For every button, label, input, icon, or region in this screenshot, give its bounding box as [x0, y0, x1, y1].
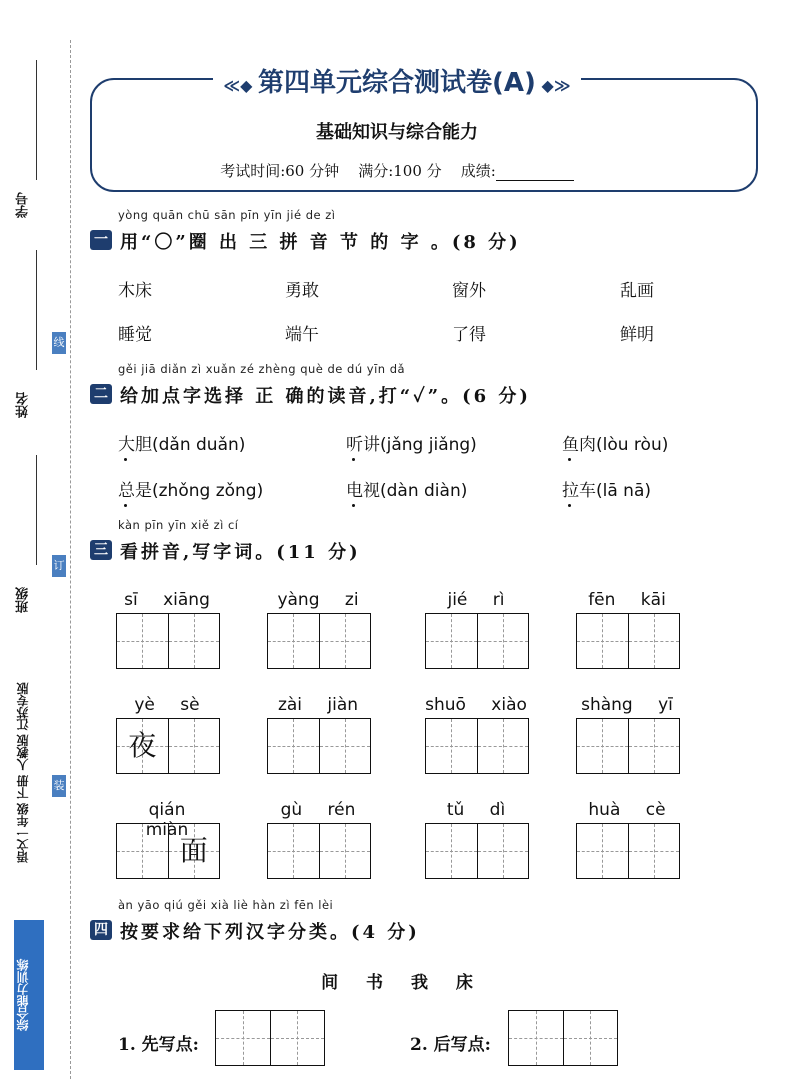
grid-cell[interactable]: [628, 614, 680, 668]
answer-grid-2[interactable]: [508, 1010, 618, 1066]
grid-cell[interactable]: [319, 824, 371, 878]
answer-grid-1[interactable]: [215, 1010, 325, 1066]
writing-grid[interactable]: [116, 823, 220, 879]
section4-pinyin: àn yāo qiú gěi xià liè hàn zì fēn lèi: [118, 898, 334, 912]
brand-logo: 综合能力训练: [14, 920, 44, 1070]
section1-number: 一: [90, 230, 112, 250]
reading-options[interactable]: (dàn diàn): [380, 481, 468, 501]
word-item[interactable]: 乱画: [620, 281, 654, 301]
time-label: 考试时间:60 分钟: [220, 162, 340, 180]
reading-options[interactable]: (lòu ròu): [596, 435, 669, 455]
grid-pinyin: jié rì: [447, 590, 505, 610]
grid-cell[interactable]: [216, 1011, 270, 1065]
grid-cell[interactable]: [509, 1011, 563, 1065]
grid-cell[interactable]: [117, 614, 168, 668]
writing-grid[interactable]: [576, 823, 680, 879]
binding-badge: 装: [52, 775, 66, 797]
word-item[interactable]: 窗外: [452, 281, 486, 301]
class-label: 班级: [16, 587, 31, 613]
writing-grid[interactable]: [267, 823, 371, 879]
grid-cell[interactable]: [563, 1011, 618, 1065]
writing-grid[interactable]: [425, 718, 529, 774]
section4-heading: 按要求给下列汉字分类。(4 分): [120, 922, 420, 943]
grid-cell[interactable]: [477, 719, 529, 773]
binding-line: [70, 40, 71, 1079]
writing-grid[interactable]: [116, 613, 220, 669]
result-label: 成绩:: [460, 162, 496, 180]
writing-grid[interactable]: [267, 613, 371, 669]
name-label: 姓名: [16, 392, 31, 418]
word-item[interactable]: 睡觉: [118, 325, 152, 345]
classify-chars: 间 书 我 床: [321, 973, 473, 993]
section1-pinyin: yòng quān chū sān pīn yīn jié de zì: [118, 208, 336, 222]
section2-number: 二: [90, 384, 112, 404]
class-line: [36, 455, 37, 565]
grid-cell[interactable]: [117, 824, 168, 878]
ornament-right-icon: ◆≫: [535, 76, 571, 95]
reading-word: 拉车: [562, 481, 596, 501]
grid-cell[interactable]: [477, 614, 529, 668]
grid-pinyin: sī xiāng: [124, 590, 210, 610]
reading-item: [562, 476, 651, 501]
score-label: 满分:100 分: [358, 162, 442, 180]
reading-options[interactable]: (jǎng jiǎng): [380, 435, 477, 455]
grid-cell[interactable]: [168, 719, 220, 773]
grid-pinyin: fēn kāi: [588, 590, 666, 610]
grid-pinyin: yè sè: [134, 695, 200, 715]
reading-options[interactable]: (lā nā): [596, 481, 652, 501]
grid-cell[interactable]: [268, 824, 319, 878]
reading-options[interactable]: (dǎn duǎn): [152, 435, 246, 455]
exam-title: ≪◆ 第四单元综合测试卷(A) ◆≫: [213, 62, 580, 99]
reading-word: 电视: [346, 481, 380, 501]
result-blank[interactable]: [496, 166, 574, 181]
reading-options[interactable]: (zhǒng zǒng): [152, 481, 264, 501]
grid-pinyin: zài jiàn: [277, 695, 359, 715]
reading-item: [346, 476, 467, 501]
student-id-label: 学号: [16, 192, 31, 218]
word-item[interactable]: 勇敢: [285, 281, 319, 301]
binding-badge: 线: [52, 332, 66, 354]
section3-number: 三: [90, 540, 112, 560]
grid-pinyin: gù rén: [280, 800, 356, 820]
grid-cell[interactable]: [577, 719, 628, 773]
section4-number: 四: [90, 920, 112, 940]
grid-cell[interactable]: [168, 614, 220, 668]
ornament-left-icon: ≪◆: [223, 76, 259, 95]
grid-pinyin: tǔ dì: [446, 800, 506, 820]
writing-grid[interactable]: [576, 718, 680, 774]
title-row: [0, 62, 794, 99]
reading-item: [346, 430, 477, 455]
reading-item: [562, 430, 668, 455]
section2-heading: 给加点字选择 正 确的读音,打“✓”。(6 分): [120, 386, 531, 407]
grid-pinyin: shuō xiào: [425, 695, 527, 715]
word-item[interactable]: 鲜明: [620, 325, 654, 345]
section2-pinyin: gěi jiā diǎn zì xuǎn zé zhèng què de dú yīn dǎ: [118, 362, 406, 376]
book-info: 语文一年级 下册 人教版 江苏专版: [16, 682, 30, 863]
question-2-label: 2. 后写点:: [410, 1035, 491, 1055]
grid-cell[interactable]: [426, 614, 477, 668]
writing-grid[interactable]: [267, 718, 371, 774]
reading-item: [118, 430, 245, 455]
grid-cell[interactable]: [426, 719, 477, 773]
grid-cell[interactable]: [270, 1011, 325, 1065]
writing-grid[interactable]: [576, 613, 680, 669]
grid-pinyin: qián miàn: [145, 800, 189, 840]
reading-word: 听讲: [346, 435, 380, 455]
word-item[interactable]: 了得: [452, 325, 486, 345]
reading-item: [118, 476, 263, 501]
reading-word: 大胆: [118, 435, 152, 455]
grid-cell[interactable]: [268, 719, 319, 773]
grid-cell[interactable]: [577, 614, 628, 668]
grid-cell[interactable]: [577, 824, 628, 878]
question-1-label: 1. 先写点:: [118, 1035, 199, 1055]
writing-grid[interactable]: [425, 613, 529, 669]
grid-cell[interactable]: [268, 614, 319, 668]
grid-cell[interactable]: [319, 614, 371, 668]
grid-pinyin: huà cè: [588, 800, 666, 820]
section3-pinyin: kàn pīn yīn xiě zì cí: [118, 518, 239, 532]
grid-cell[interactable]: [477, 824, 529, 878]
grid-cell[interactable]: [628, 719, 680, 773]
grid-cell[interactable]: 夜: [117, 719, 168, 773]
writing-grid[interactable]: [425, 823, 529, 879]
binding-badge: 订: [52, 555, 66, 577]
section3-heading: 看拼音,写字词。(11 分): [120, 542, 361, 563]
grid-cell[interactable]: 面: [168, 824, 220, 878]
section1-heading: 用“〇”圈 出 三 拼 音 节 的 字 。(8 分): [120, 232, 521, 253]
writing-grid[interactable]: [116, 718, 220, 774]
reading-word: 总是: [118, 481, 152, 501]
word-item[interactable]: 木床: [118, 281, 152, 301]
word-item[interactable]: 端午: [285, 325, 319, 345]
name-line: [36, 250, 37, 370]
grid-pinyin: yàng zi: [277, 590, 359, 610]
exam-subtitle: 基础知识与综合能力: [316, 122, 478, 143]
exam-meta: [0, 160, 794, 181]
reading-word: 鱼肉: [562, 435, 596, 455]
grid-cell[interactable]: [426, 824, 477, 878]
grid-cell[interactable]: [319, 719, 371, 773]
grid-cell[interactable]: [628, 824, 680, 878]
grid-pinyin: shàng yī: [581, 695, 673, 715]
